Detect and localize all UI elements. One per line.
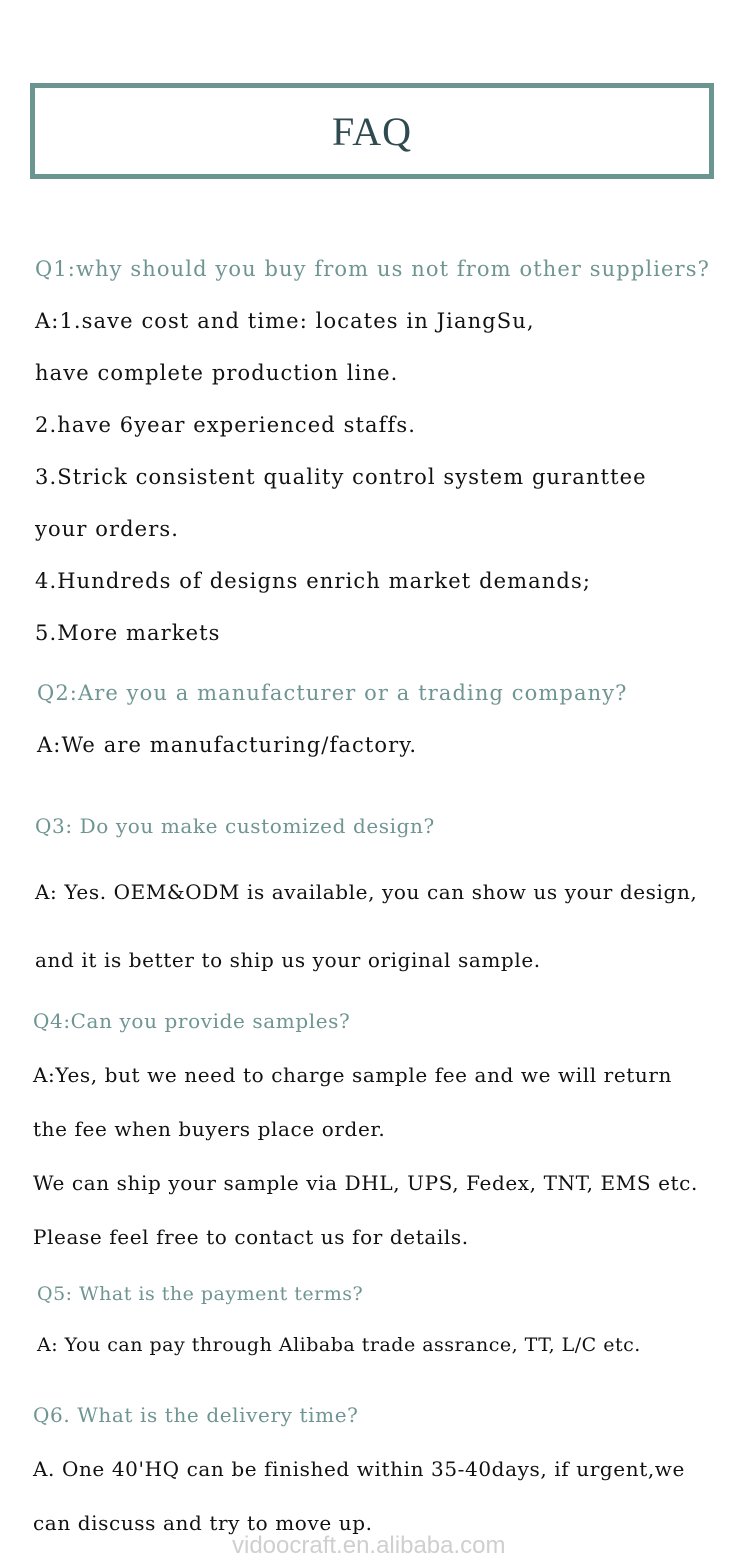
faq-answer-line: can discuss and try to move up. (33, 1511, 373, 1535)
faq-answer-line: 4.Hundreds of designs enrich market demands; (35, 569, 592, 593)
faq-answer-line: A: Yes. OEM&ODM is available, you can show us your design, (35, 880, 698, 904)
faq-answer-line: A: You can pay through Alibaba trade assrance, TT, L/C etc. (37, 1334, 641, 1356)
faq-answer-line: have complete production line. (35, 361, 399, 385)
faq-answer-line: A:We are manufacturing/factory. (37, 733, 418, 757)
faq-answer-line: 3.Strick consistent quality control system guranttee (35, 465, 647, 489)
page-title: FAQ (331, 108, 413, 154)
watermark: vidoocraft.en.alibaba.com (232, 1532, 506, 1559)
faq-answer-line: A:Yes, but we need to charge sample fee and we will return (33, 1063, 673, 1087)
faq-answer-line: 5.More markets (35, 621, 221, 645)
faq-question-3: Q3: Do you make customized design? (35, 814, 435, 838)
faq-answer-line: A:1.save cost and time: locates in JiangSu, (35, 309, 535, 333)
faq-question-4: Q4:Can you provide samples? (33, 1009, 351, 1033)
faq-question-5: Q5: What is the payment terms? (37, 1283, 364, 1305)
faq-answer-line: and it is better to ship us your original sample. (35, 948, 541, 972)
faq-answer-line: We can ship your sample via DHL, UPS, Fedex, TNT, EMS etc. (33, 1171, 698, 1195)
faq-answer-line: 2.have 6year experienced staffs. (35, 413, 417, 437)
faq-answer-line: your orders. (35, 517, 179, 541)
faq-question-2: Q2:Are you a manufacturer or a trading company? (37, 681, 628, 705)
faq-question-1: Q1:why should you buy from us not from other suppliers? (35, 257, 710, 281)
faq-answer-line: Please feel free to contact us for details. (33, 1225, 469, 1249)
faq-answer-line: A. One 40'HQ can be finished within 35-40days, if urgent,we (33, 1457, 685, 1481)
faq-question-6: Q6. What is the delivery time? (33, 1403, 359, 1427)
faq-answer-line: the fee when buyers place order. (33, 1117, 386, 1141)
faq-header-box (30, 83, 714, 179)
